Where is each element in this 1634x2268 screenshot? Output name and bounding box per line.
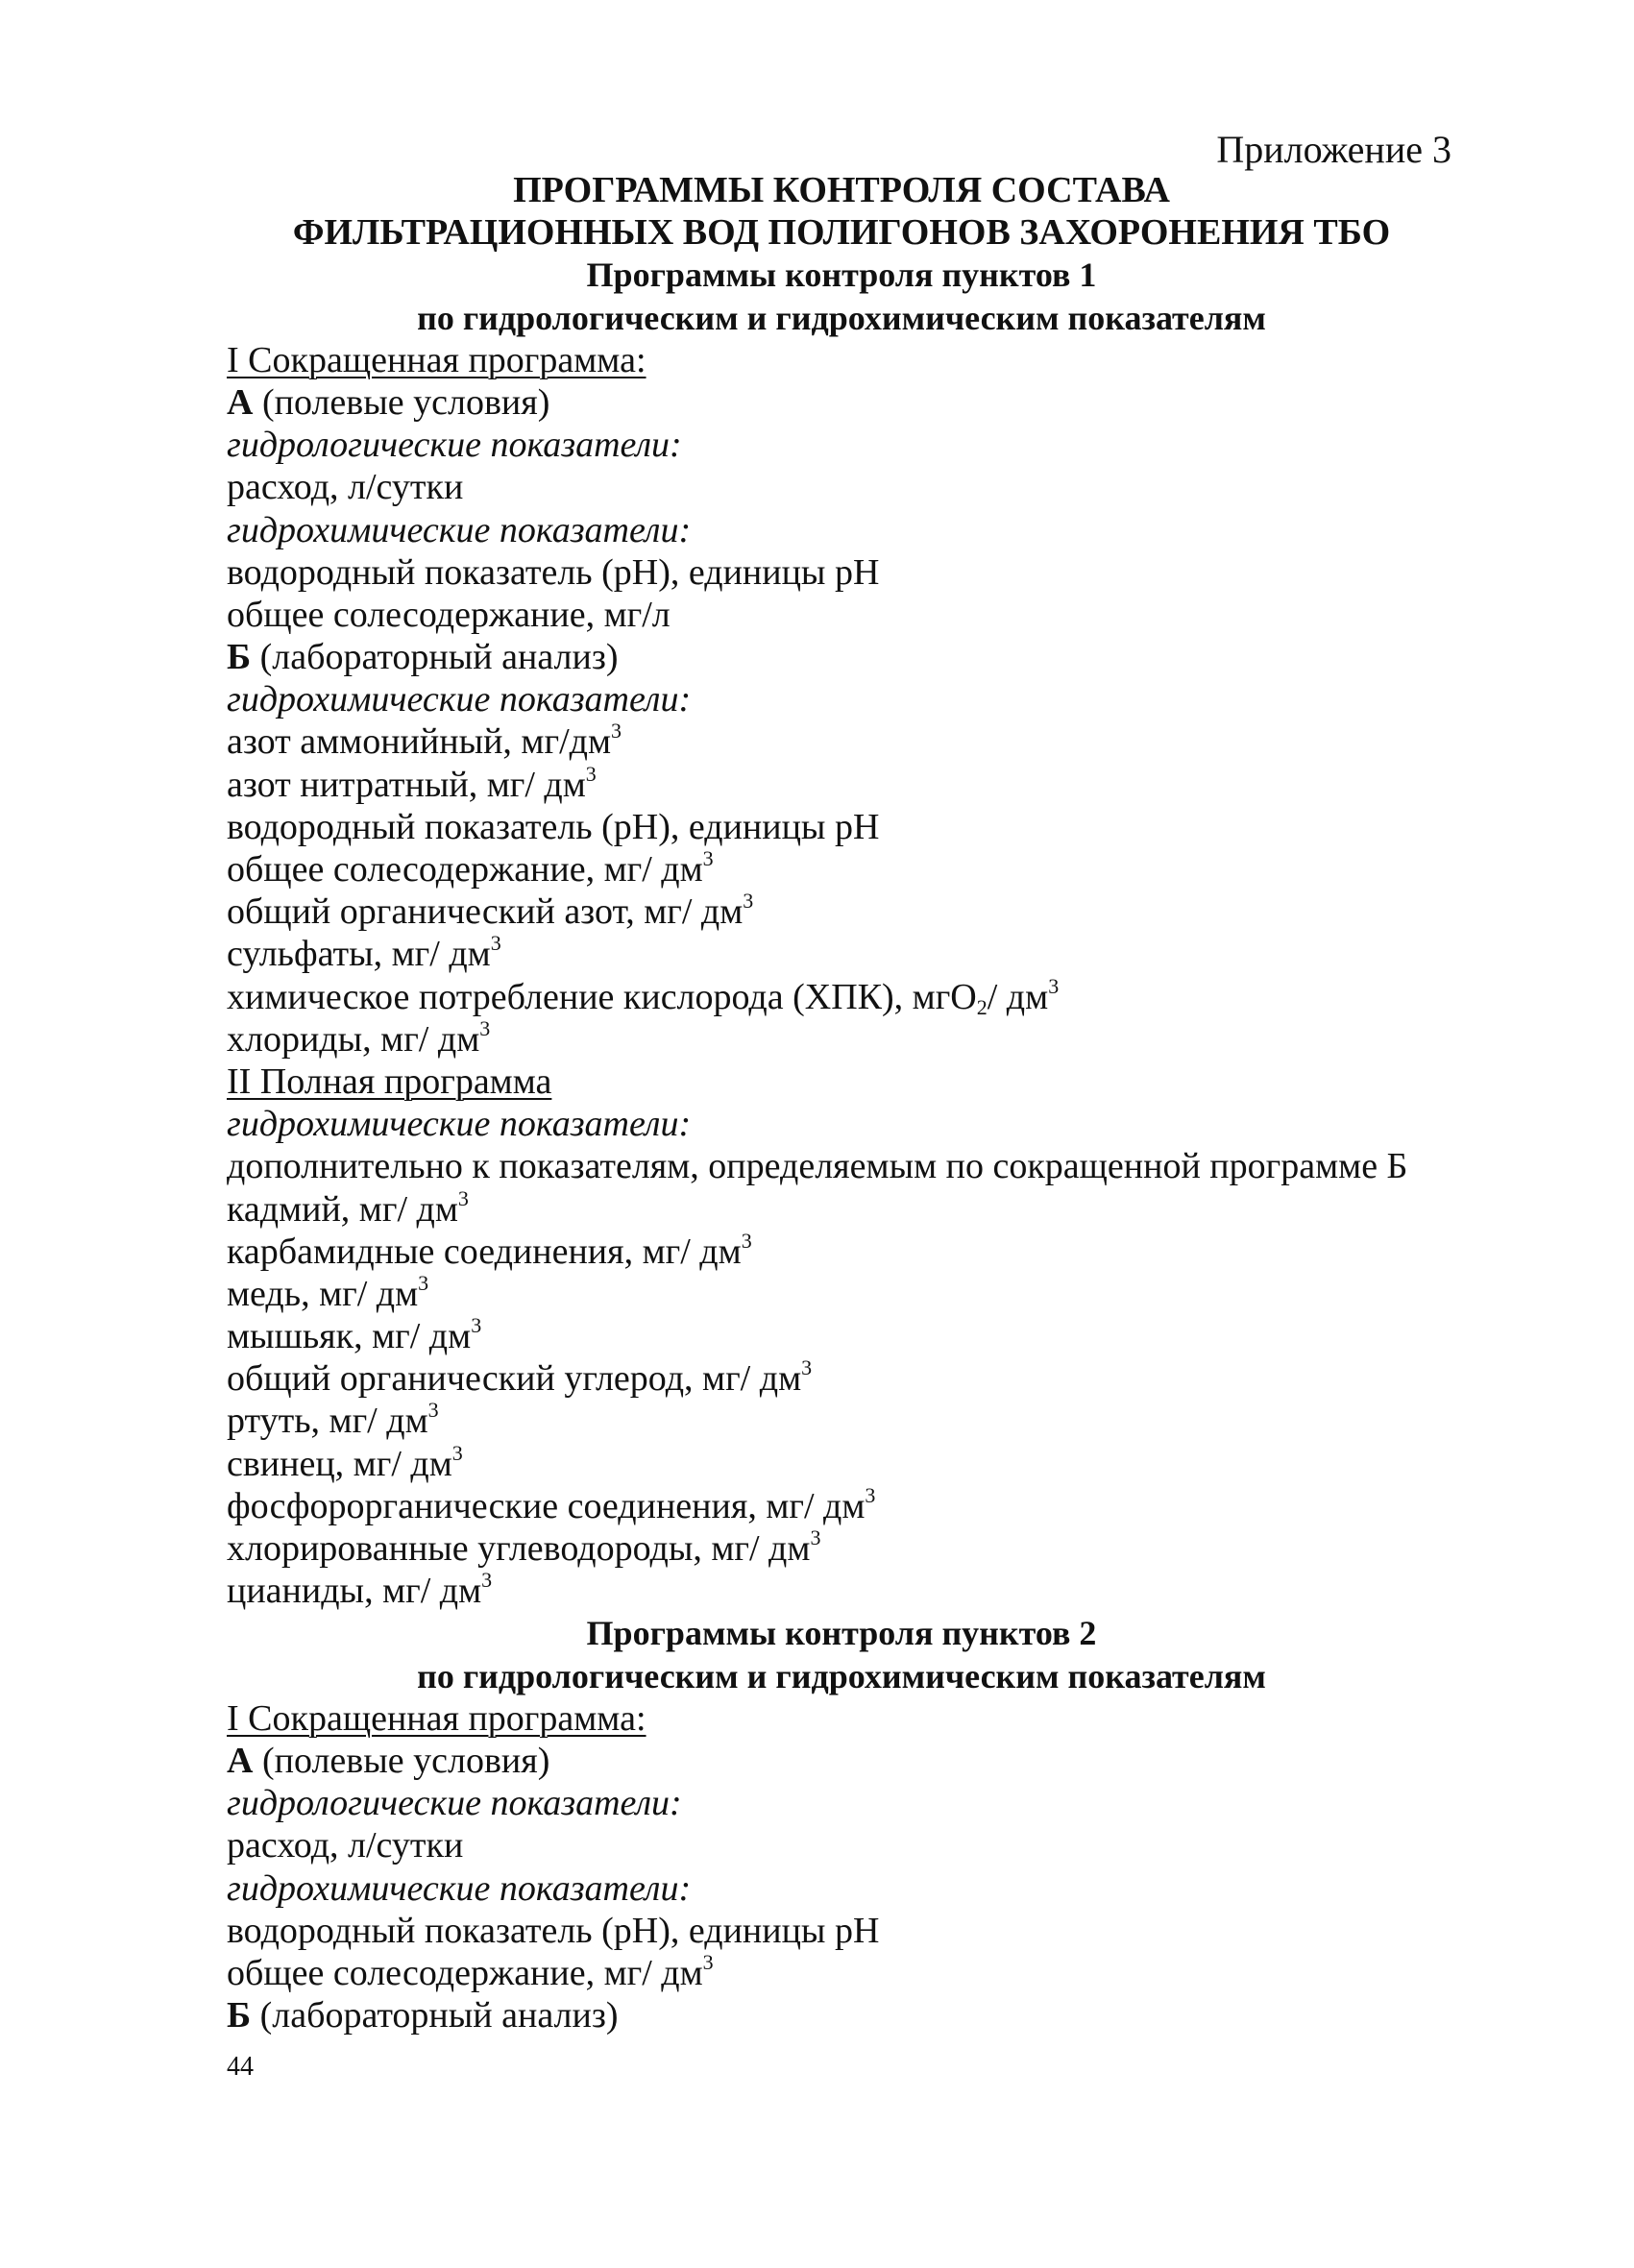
section1-full-program: II Полная программа — [227, 1061, 552, 1102]
section2-field-conditions: А (полевые условия) — [227, 1740, 550, 1781]
section1-hydrochemical-label-full: гидрохимические показатели: — [227, 1104, 692, 1145]
section1-field-conditions: А (полевые условия) — [227, 381, 550, 423]
section2-heading-line-2: по гидрологическим и гидрохимическим показателям — [417, 1656, 1266, 1695]
section2-salinity: общее солесодержание, мг/ $дм^3$ — [227, 1949, 714, 1993]
section1-heading-line-1: Программы контроля пунктов 1 — [586, 256, 1097, 295]
section1-b-item: общий органический азот, мг/ $дм^3$ — [227, 889, 754, 933]
section2-flow: расход, л/сутки — [227, 1825, 464, 1866]
appendix-label: Приложение 3 — [1216, 128, 1451, 171]
letter-b: Б — [227, 1995, 252, 2036]
section2-lab-analysis: Б (лабораторный анализ) — [227, 1995, 619, 2036]
section1-full-intro: дополнительно к показателям, определяемым по сокращенной программе Б — [227, 1146, 1408, 1187]
section1-b-item-chlorides: хлориды, мг/ $дм^3$ — [227, 1015, 491, 1060]
page-number: 44 — [227, 2052, 254, 2082]
section1-full-item: мышьяк, мг/ $дм^3$ — [227, 1313, 482, 1357]
section1-heading-line-2: по гидрологическим и гидрохимическим показателям — [417, 298, 1266, 337]
section1-full-item: кадмий, мг/ $дм^3$ — [227, 1185, 469, 1230]
section1-short-program: I Сокращенная программа: — [227, 339, 646, 380]
section1-b-item-cod: химическое потребление кислорода (ХПК), мгO$_2$/ $дм^3$ — [227, 973, 1060, 1019]
letter-b: Б — [227, 637, 252, 678]
section1-hydrochemical-label-a: гидрохимические показатели: — [227, 509, 692, 550]
section2-heading-line-1: Программы контроля пунктов 2 — [586, 1614, 1097, 1653]
section1-full-item: фосфорорганические соединения, мг/ $дм^3$ — [227, 1482, 876, 1526]
section2-ph: водородный показатель (pH), единицы pH — [227, 1910, 880, 1951]
section1-full-item: медь, мг/ $дм^3$ — [227, 1270, 429, 1314]
section1-full-item: карбамидные соединения, мг/ $дм^3$ — [227, 1228, 752, 1272]
section1-b-item: азот нитратный, мг/ $дм^3$ — [227, 761, 597, 805]
letter-a: А — [227, 381, 254, 423]
document-body — [227, 169, 1456, 2036]
section1-b-item: общее солесодержание, мг/ $дм^3$ — [227, 846, 714, 890]
section2-hydrological-label: гидрологические показатели: — [227, 1783, 682, 1824]
section1-b-item: водородный показатель (pH), единицы pH — [227, 806, 880, 847]
section1-lab-analysis: Б (лабораторный анализ) — [227, 637, 619, 678]
main-title-line-1: ПРОГРАММЫ КОНТРОЛЯ СОСТАВА — [513, 170, 1170, 210]
section1-a-item: общее солесодержание, мг/л — [227, 594, 671, 635]
section2-short-program: I Сокращенная программа: — [227, 1697, 646, 1739]
main-title-line-2: ФИЛЬТРАЦИОННЫХ ВОД ПОЛИГОНОВ ЗАХОРОНЕНИЯ ТБО — [292, 212, 1391, 254]
letter-a: А — [227, 1740, 254, 1781]
section2-hydrochemical-label: гидрохимические показатели: — [227, 1867, 692, 1909]
section1-hydrochemical-label-b: гидрохимические показатели: — [227, 679, 692, 720]
section1-hydrological-label: гидрологические показатели: — [227, 425, 682, 466]
section1-full-item: свинец, мг/ $дм^3$ — [227, 1440, 463, 1484]
section1-b-item: сульфаты, мг/ $дм^3$ — [227, 931, 501, 975]
section1-full-item: хлорированные углеводороды, мг/ $дм^3$ — [227, 1525, 821, 1569]
section1-flow: расход, л/сутки — [227, 467, 464, 508]
section1-full-item: цианиды, мг/ $дм^3$ — [227, 1568, 493, 1612]
section1-a-item: водородный показатель (pH), единицы pH — [227, 551, 880, 593]
section1-b-item: азот аммонийный, $мг/дм^3$ — [227, 719, 622, 763]
section1-full-item: общий органический углерод, мг/ $дм^3$ — [227, 1355, 813, 1400]
section1-full-item: ртуть, мг/ $дм^3$ — [227, 1398, 439, 1442]
